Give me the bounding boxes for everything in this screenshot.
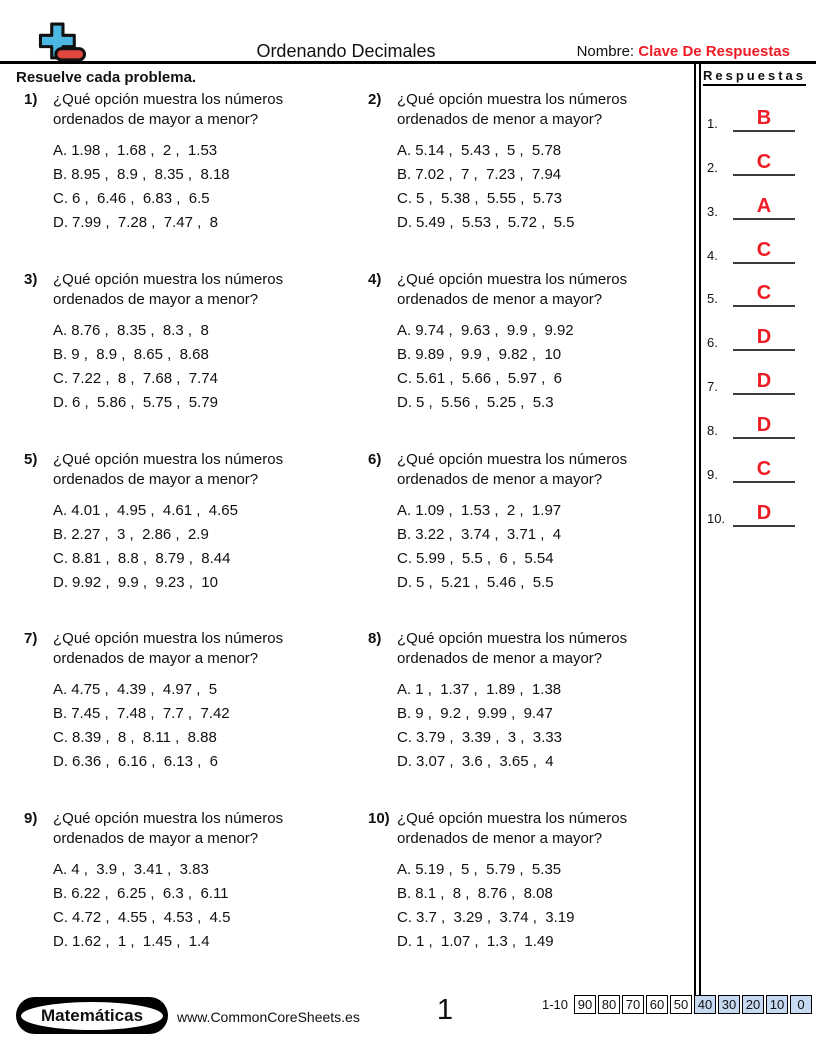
option-row-a xyxy=(53,139,359,163)
option-row-c xyxy=(53,547,359,571)
answer-letter: D xyxy=(756,414,772,437)
option-row-b xyxy=(397,523,703,547)
option-letter: C. xyxy=(53,370,68,387)
problem-number: 9) xyxy=(24,810,38,827)
answers-panel xyxy=(703,67,816,526)
answer-item xyxy=(703,88,816,132)
option-row-b xyxy=(397,163,703,187)
option-row-a xyxy=(53,858,359,882)
question-line-2: ordenados de mayor a menor? xyxy=(53,830,259,847)
option-letter: D. xyxy=(397,574,412,591)
option-letter: C. xyxy=(397,370,412,387)
answer-letter: D xyxy=(756,326,772,349)
option-values: 9.89 , 9.9 , 9.82 , 10 xyxy=(415,346,562,363)
problem-body xyxy=(53,90,359,235)
problem-number: 10) xyxy=(368,810,390,827)
option-letter: B. xyxy=(397,346,412,363)
option-letter: C. xyxy=(53,729,68,746)
option-values: 4.75 , 4.39 , 4.97 , 5 xyxy=(71,681,218,698)
option-values: 7.22 , 8 , 7.68 , 7.74 xyxy=(72,370,218,387)
options-list xyxy=(397,678,703,774)
instruction-text: Resuelve cada problema. xyxy=(16,69,197,86)
answer-item xyxy=(703,132,816,176)
question-line-2: ordenados de menor a mayor? xyxy=(397,111,603,128)
problem-number: 1) xyxy=(24,91,38,108)
score-cell: 50 xyxy=(670,995,692,1014)
score-cell: 80 xyxy=(598,995,620,1014)
option-row-b xyxy=(53,163,359,187)
question-line-1: ¿Qué opción muestra los números xyxy=(397,271,628,288)
option-row-d xyxy=(53,930,359,954)
question-line-1: ¿Qué opción muestra los números xyxy=(397,91,628,108)
answer-item xyxy=(703,439,816,483)
answer-blank xyxy=(733,326,795,351)
option-row-d xyxy=(53,211,359,235)
option-values: 7.02 , 7 , 7.23 , 7.94 xyxy=(415,166,562,183)
options-list xyxy=(53,678,359,774)
option-letter: B. xyxy=(53,885,68,902)
options-list xyxy=(53,319,359,415)
answer-item xyxy=(703,351,816,395)
score-cell: 60 xyxy=(646,995,668,1014)
option-row-b xyxy=(53,882,359,906)
answer-letter: C xyxy=(756,458,772,481)
option-letter: A. xyxy=(53,142,68,159)
question-line-2: ordenados de mayor a menor? xyxy=(53,650,259,667)
option-values: 5 , 5.38 , 5.55 , 5.73 xyxy=(416,190,562,207)
option-row-c xyxy=(53,187,359,211)
option-letter: A. xyxy=(53,681,68,698)
option-values: 3.79 , 3.39 , 3 , 3.33 xyxy=(416,729,562,746)
option-values: 9.92 , 9.9 , 9.23 , 10 xyxy=(72,574,218,591)
problem-body xyxy=(397,270,703,415)
option-values: 5.14 , 5.43 , 5 , 5.78 xyxy=(415,142,562,159)
option-values: 5.61 , 5.66 , 5.97 , 6 xyxy=(416,370,562,387)
option-letter: D. xyxy=(53,214,68,231)
answer-blank xyxy=(733,370,795,395)
problem xyxy=(368,809,703,954)
answer-item xyxy=(703,395,816,439)
option-row-d xyxy=(397,750,703,774)
option-letter: D. xyxy=(397,394,412,411)
option-values: 8.76 , 8.35 , 8.3 , 8 xyxy=(71,322,209,339)
question-line-1: ¿Qué opción muestra los números xyxy=(53,630,284,647)
problem-body xyxy=(397,629,703,774)
question-line-2: ordenados de mayor a menor? xyxy=(53,471,259,488)
answer-letter: A xyxy=(756,194,772,217)
question-line-2: ordenados de mayor a menor? xyxy=(53,111,259,128)
name-value: Clave De Respuestas xyxy=(638,43,790,60)
problem-body xyxy=(397,450,703,595)
option-values: 5 , 5.56 , 5.25 , 5.3 xyxy=(416,394,554,411)
option-values: 1 , 1.07 , 1.3 , 1.49 xyxy=(416,933,554,950)
option-values: 9.74 , 9.63 , 9.9 , 9.92 xyxy=(415,322,574,339)
option-values: 8.1 , 8 , 8.76 , 8.08 xyxy=(415,885,553,902)
option-letter: C. xyxy=(397,729,412,746)
question-line-1: ¿Qué opción muestra los números xyxy=(53,271,284,288)
option-row-d xyxy=(53,571,359,595)
option-values: 4 , 3.9 , 3.41 , 3.83 xyxy=(71,861,209,878)
problem xyxy=(24,629,359,774)
question-line-2: ordenados de mayor a menor? xyxy=(53,291,259,308)
option-values: 9 , 8.9 , 8.65 , 8.68 xyxy=(71,346,209,363)
answer-number: 5. xyxy=(707,291,718,307)
score-range-label: 1-10 xyxy=(541,997,568,1012)
answer-letter: D xyxy=(756,370,772,393)
problem xyxy=(368,90,703,235)
option-letter: D. xyxy=(53,574,68,591)
page-number: 1 xyxy=(436,994,454,1026)
option-values: 2.27 , 3 , 2.86 , 2.9 xyxy=(71,526,209,543)
answer-number: 3. xyxy=(707,203,718,219)
option-letter: D. xyxy=(397,753,412,770)
problem xyxy=(368,270,703,415)
answer-number: 9. xyxy=(707,467,718,483)
score-cell: 40 xyxy=(694,995,716,1014)
option-letter: C. xyxy=(53,550,68,567)
option-values: 3.7 , 3.29 , 3.74 , 3.19 xyxy=(416,909,575,926)
option-row-b xyxy=(397,702,703,726)
answer-blank xyxy=(733,195,795,220)
score-cell: 20 xyxy=(742,995,764,1014)
answer-number: 6. xyxy=(707,335,718,351)
option-row-d xyxy=(53,750,359,774)
option-letter: A. xyxy=(53,502,68,519)
option-letter: B. xyxy=(53,705,68,722)
option-values: 8.81 , 8.8 , 8.79 , 8.44 xyxy=(72,550,231,567)
question-line-1: ¿Qué opción muestra los números xyxy=(397,810,628,827)
option-values: 1.98 , 1.68 , 2 , 1.53 xyxy=(71,142,218,159)
answer-letter: D xyxy=(756,501,772,524)
problem-number: 3) xyxy=(24,271,38,288)
option-row-a xyxy=(53,678,359,702)
answers-title: Respuestas xyxy=(703,68,806,86)
answer-letter: C xyxy=(756,282,772,305)
answers-list xyxy=(703,88,816,527)
option-values: 9 , 9.2 , 9.99 , 9.47 xyxy=(415,705,553,722)
score-table xyxy=(542,995,812,1014)
score-cell: 0 xyxy=(790,995,812,1014)
option-row-b xyxy=(397,882,703,906)
option-letter: B. xyxy=(397,526,412,543)
problem-number: 4) xyxy=(368,271,382,288)
score-cell: 30 xyxy=(718,995,740,1014)
option-letter: B. xyxy=(397,705,412,722)
option-row-c xyxy=(397,547,703,571)
option-letter: B. xyxy=(397,166,412,183)
options-list xyxy=(397,858,703,954)
option-letter: D. xyxy=(53,753,68,770)
option-letter: D. xyxy=(53,394,68,411)
option-values: 8.95 , 8.9 , 8.35 , 8.18 xyxy=(71,166,230,183)
problem-body xyxy=(53,629,359,774)
answer-item xyxy=(703,307,816,351)
answer-blank xyxy=(733,282,795,307)
problem xyxy=(24,270,359,415)
option-row-a xyxy=(397,499,703,523)
option-values: 5.49 , 5.53 , 5.72 , 5.5 xyxy=(416,214,575,231)
option-row-b xyxy=(397,343,703,367)
problem-body xyxy=(53,450,359,595)
answer-item xyxy=(703,220,816,264)
option-letter: A. xyxy=(397,142,412,159)
option-row-d xyxy=(53,391,359,415)
problem-number: 6) xyxy=(368,451,382,468)
option-row-a xyxy=(397,678,703,702)
options-list xyxy=(53,499,359,595)
option-row-a xyxy=(397,858,703,882)
brand-badge xyxy=(16,997,168,1034)
option-row-a xyxy=(397,319,703,343)
option-row-d xyxy=(397,930,703,954)
option-row-c xyxy=(397,187,703,211)
option-letter: C. xyxy=(53,190,68,207)
options-list xyxy=(53,858,359,954)
question-line-2: ordenados de menor a mayor? xyxy=(397,291,603,308)
answer-blank xyxy=(733,151,795,176)
option-row-d xyxy=(397,571,703,595)
option-values: 4.01 , 4.95 , 4.61 , 4.65 xyxy=(71,502,238,519)
option-row-d xyxy=(397,391,703,415)
answer-letter: C xyxy=(756,150,772,173)
option-row-b xyxy=(53,523,359,547)
option-letter: B. xyxy=(53,526,68,543)
option-row-a xyxy=(397,139,703,163)
score-cells xyxy=(574,995,812,1014)
question-line-1: ¿Qué opción muestra los números xyxy=(397,451,628,468)
option-row-a xyxy=(53,499,359,523)
question-line-1: ¿Qué opción muestra los números xyxy=(397,630,628,647)
answer-item xyxy=(703,483,816,527)
option-letter: D. xyxy=(397,214,412,231)
option-row-c xyxy=(397,906,703,930)
score-cell: 10 xyxy=(766,995,788,1014)
option-values: 6 , 6.46 , 6.83 , 6.5 xyxy=(72,190,210,207)
option-letter: B. xyxy=(397,885,412,902)
option-values: 6.36 , 6.16 , 6.13 , 6 xyxy=(72,753,218,770)
answer-number: 7. xyxy=(707,379,718,395)
option-letter: B. xyxy=(53,166,68,183)
question-line-2: ordenados de menor a mayor? xyxy=(397,650,603,667)
answer-number: 10. xyxy=(707,510,726,526)
option-row-c xyxy=(397,367,703,391)
options-list xyxy=(397,499,703,595)
option-row-c xyxy=(53,906,359,930)
problem xyxy=(24,450,359,595)
problem-body xyxy=(397,90,703,235)
problem xyxy=(368,450,703,595)
answer-blank xyxy=(733,107,795,132)
option-letter: C. xyxy=(397,190,412,207)
problem xyxy=(24,809,359,954)
option-values: 1.09 , 1.53 , 2 , 1.97 xyxy=(415,502,562,519)
problem-number: 7) xyxy=(24,630,38,647)
answer-letter: C xyxy=(756,238,772,261)
option-letter: B. xyxy=(53,346,68,363)
problem-number: 2) xyxy=(368,91,382,108)
option-values: 5.19 , 5 , 5.79 , 5.35 xyxy=(415,861,562,878)
problem-body xyxy=(397,809,703,954)
option-values: 1.62 , 1 , 1.45 , 1.4 xyxy=(72,933,210,950)
option-letter: A. xyxy=(53,861,68,878)
answer-blank xyxy=(733,458,795,483)
options-list xyxy=(397,139,703,235)
answer-blank xyxy=(733,414,795,439)
option-letter: A. xyxy=(397,322,412,339)
question-line-1: ¿Qué opción muestra los números xyxy=(53,91,284,108)
name-label: Nombre: xyxy=(576,43,639,60)
option-row-b xyxy=(53,343,359,367)
answer-number: 1. xyxy=(707,115,718,131)
problem-number: 5) xyxy=(24,451,38,468)
option-row-c xyxy=(53,726,359,750)
question-line-2: ordenados de menor a mayor? xyxy=(397,830,603,847)
problem-body xyxy=(53,270,359,415)
option-values: 7.99 , 7.28 , 7.47 , 8 xyxy=(72,214,218,231)
problem xyxy=(24,90,359,235)
option-row-b xyxy=(53,702,359,726)
option-values: 4.72 , 4.55 , 4.53 , 4.5 xyxy=(72,909,231,926)
option-letter: A. xyxy=(397,861,412,878)
option-row-d xyxy=(397,211,703,235)
answer-item xyxy=(703,264,816,308)
answer-letter: B xyxy=(756,106,772,129)
answer-number: 2. xyxy=(707,159,718,175)
options-list xyxy=(53,139,359,235)
question-line-1: ¿Qué opción muestra los números xyxy=(53,810,284,827)
option-letter: A. xyxy=(53,322,68,339)
score-cell: 70 xyxy=(622,995,644,1014)
option-letter: C. xyxy=(397,550,412,567)
option-letter: D. xyxy=(397,933,412,950)
answer-blank xyxy=(733,239,795,264)
problem xyxy=(368,629,703,774)
option-values: 5 , 5.21 , 5.46 , 5.5 xyxy=(416,574,554,591)
option-values: 7.45 , 7.48 , 7.7 , 7.42 xyxy=(71,705,230,722)
site-url: www.CommonCoreSheets.es xyxy=(177,1009,360,1025)
option-values: 1 , 1.37 , 1.89 , 1.38 xyxy=(415,681,562,698)
option-values: 3.07 , 3.6 , 3.65 , 4 xyxy=(416,753,554,770)
option-values: 5.99 , 5.5 , 6 , 5.54 xyxy=(416,550,554,567)
answer-number: 8. xyxy=(707,423,718,439)
question-line-2: ordenados de menor a mayor? xyxy=(397,471,603,488)
page-title: Ordenando Decimales xyxy=(256,41,436,61)
options-list xyxy=(397,319,703,415)
option-values: 8.39 , 8 , 8.11 , 8.88 xyxy=(72,729,217,746)
question-line-1: ¿Qué opción muestra los números xyxy=(53,451,284,468)
score-cell: 90 xyxy=(574,995,596,1014)
problem-number: 8) xyxy=(368,630,382,647)
option-letter: C. xyxy=(397,909,412,926)
option-letter: D. xyxy=(53,933,68,950)
option-values: 6.22 , 6.25 , 6.3 , 6.11 xyxy=(71,885,229,902)
problem-body xyxy=(53,809,359,954)
option-letter: C. xyxy=(53,909,68,926)
option-letter: A. xyxy=(397,681,412,698)
brand-label: Matemáticas xyxy=(21,1002,163,1030)
option-letter: A. xyxy=(397,502,412,519)
option-row-c xyxy=(397,726,703,750)
option-values: 3.22 , 3.74 , 3.71 , 4 xyxy=(415,526,562,543)
option-row-c xyxy=(53,367,359,391)
option-row-a xyxy=(53,319,359,343)
answer-number: 4. xyxy=(707,247,718,263)
answer-blank xyxy=(733,502,795,527)
option-values: 6 , 5.86 , 5.75 , 5.79 xyxy=(72,394,218,411)
answer-item xyxy=(703,176,816,220)
